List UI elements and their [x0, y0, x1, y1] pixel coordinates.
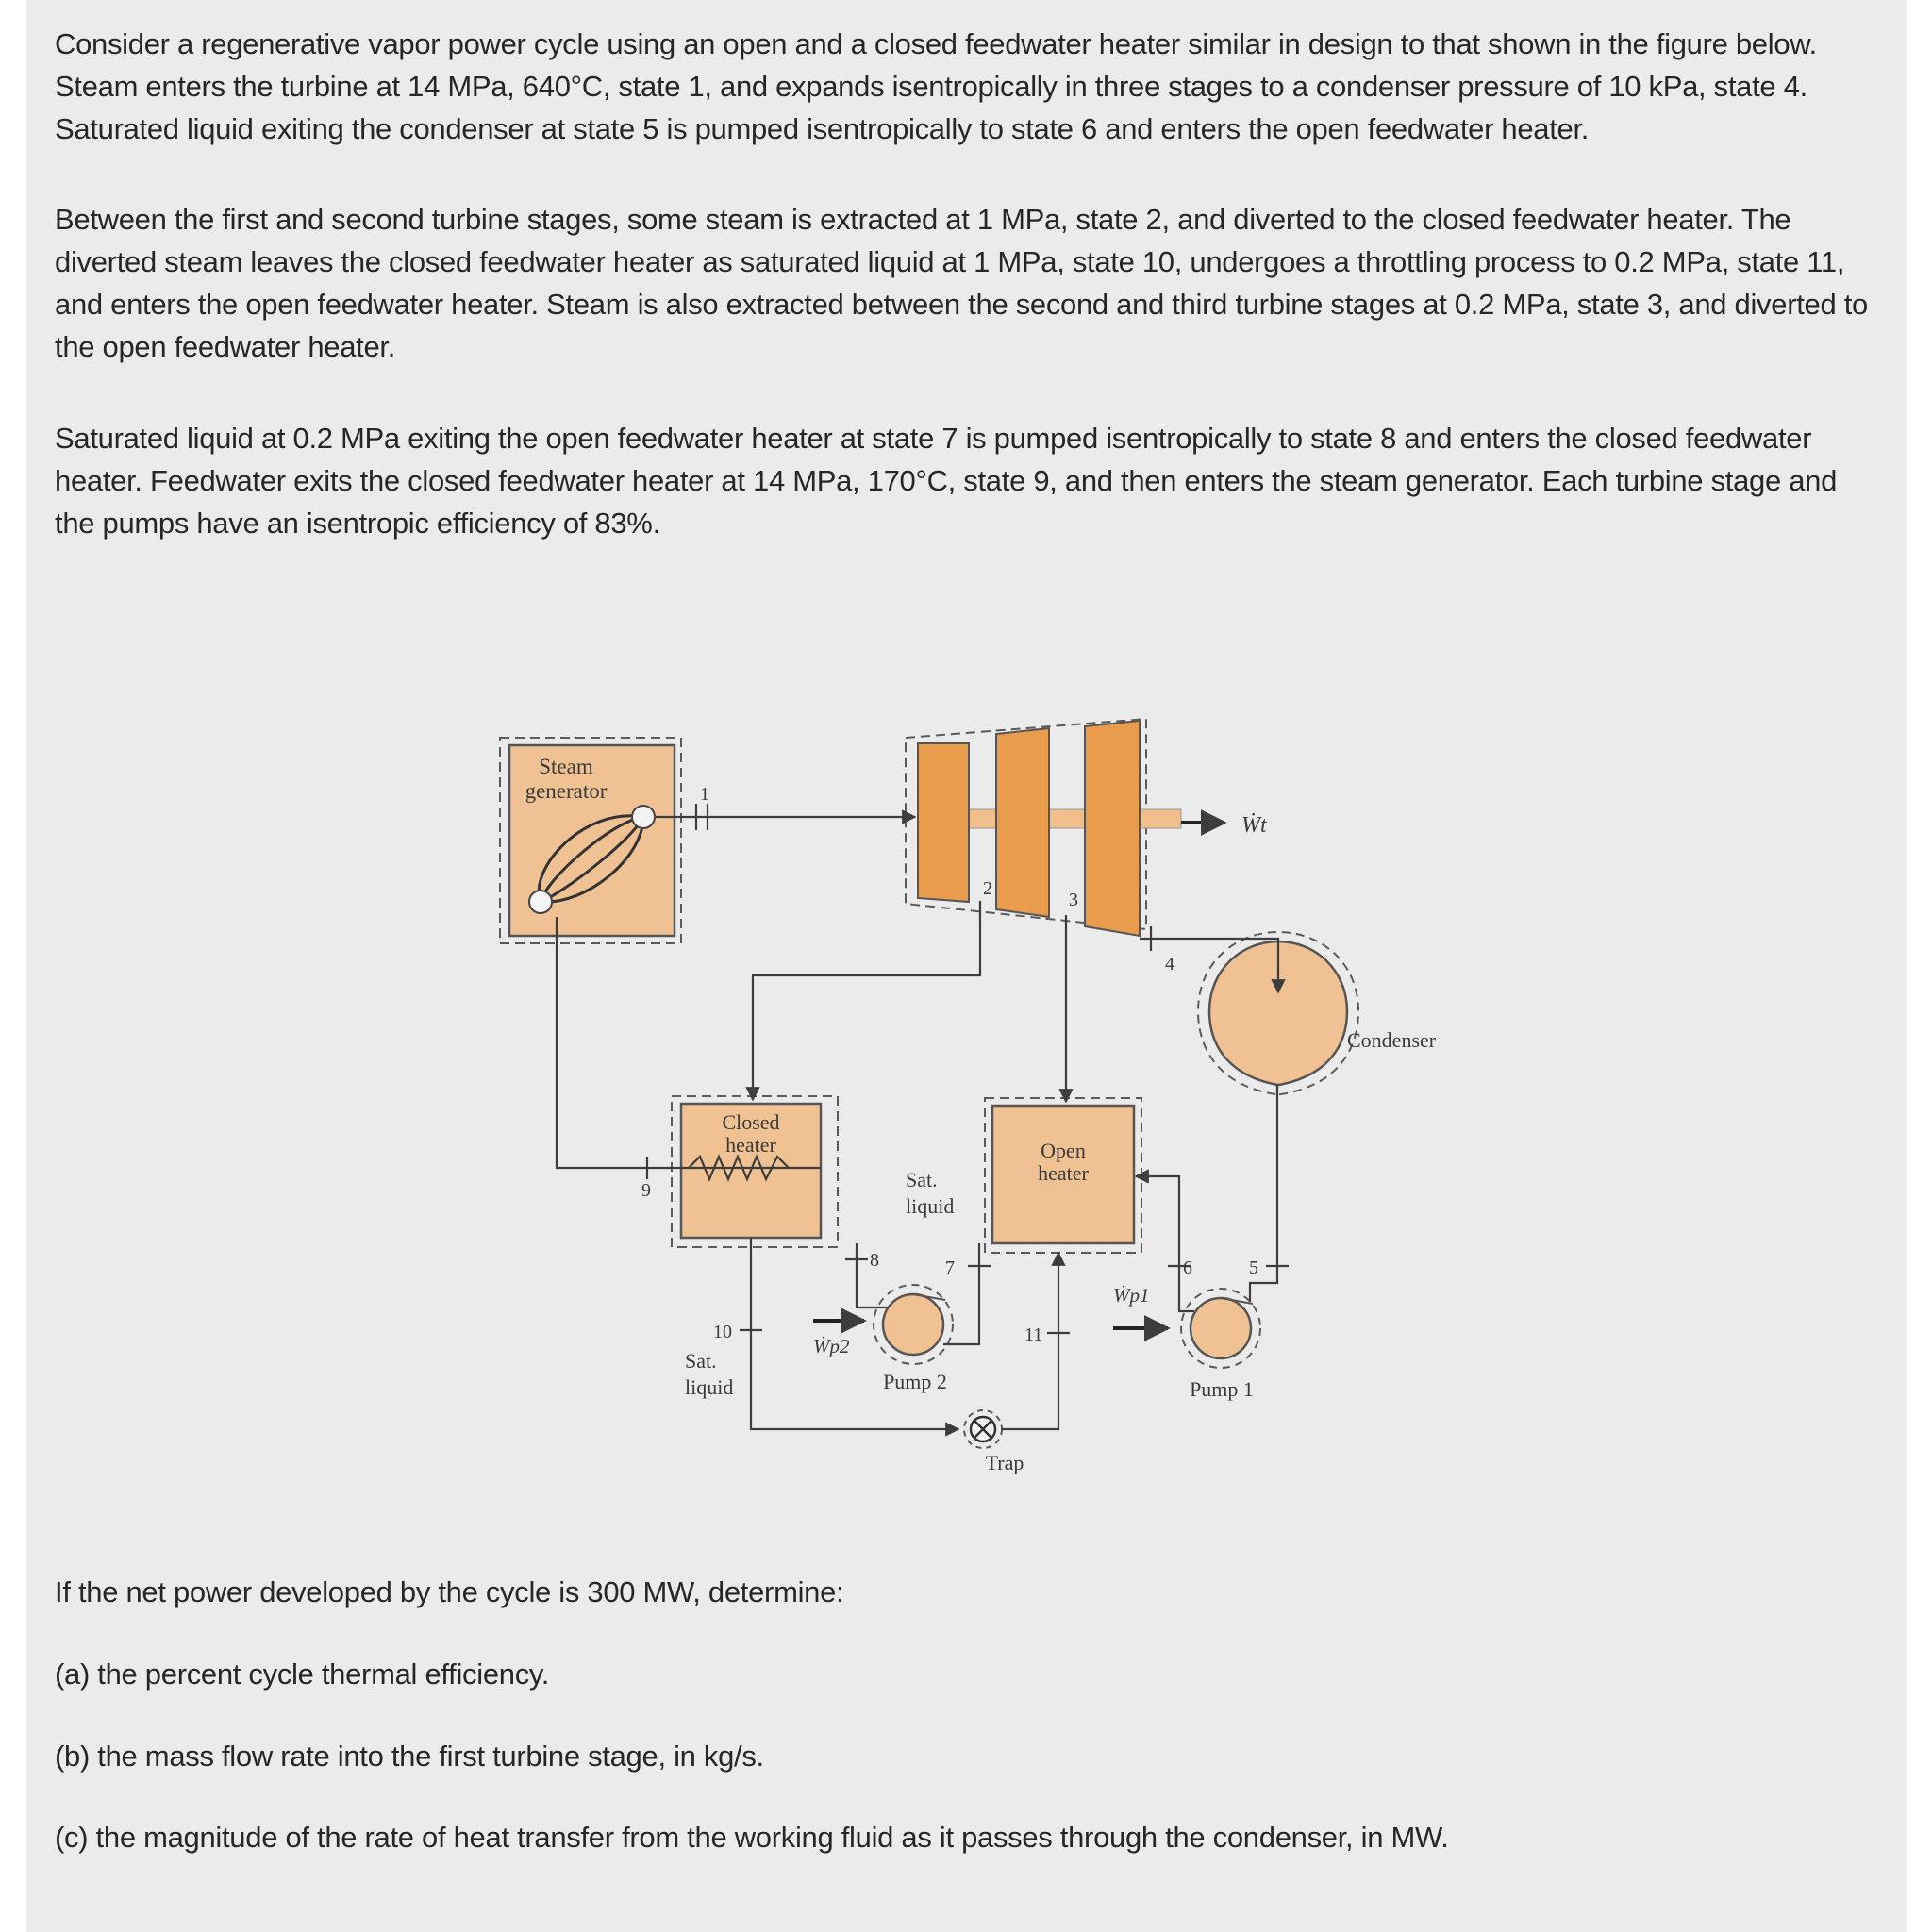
sat-liquid-label-a-2: liquid — [906, 1194, 955, 1218]
state-1-label: 1 — [700, 784, 709, 805]
open-heater-label-1: Open — [1041, 1139, 1086, 1162]
state-3-label: 3 — [1069, 890, 1078, 910]
pump-1-label: Pump 1 — [1190, 1377, 1254, 1401]
sat-liquid-label-b-1: Sat. — [685, 1349, 717, 1373]
pump-1 — [1181, 1289, 1260, 1401]
pump-2-label: Pump 2 — [883, 1370, 947, 1393]
question-b: (b) the mass flow rate into the first turbine stage, in kg/s. — [55, 1740, 764, 1773]
closed-heater — [672, 1096, 838, 1247]
question-c: (c) the magnitude of the rate of heat transfer from the working fluid as it passes through the condenser, in MW. — [55, 1821, 1449, 1854]
turbine-stage-3 — [1085, 721, 1140, 936]
state-7-label: 7 — [945, 1257, 955, 1278]
pump-2-work-label: Ẇp2 — [813, 1335, 850, 1357]
steam-generator-label-1: Steam — [539, 755, 593, 778]
state-2-label: 2 — [983, 878, 992, 899]
pump-1-work-label: Ẇp1 — [1113, 1284, 1150, 1307]
sat-liquid-label-b-2: liquid — [685, 1375, 734, 1399]
problem-paragraph-1: Consider a regenerative vapor power cycle using an open and a closed feedwater heater similar in design to that shown in the figure below. Steam enters the turbine at 14 MPa, 640°C, state 1, and expands isentropically in three stages to a condenser pressure of 10 kPa, state 4. Saturated liquid exiting the condenser at state 5 is pumped isentropically to state 6 and enters the open feedwater heater. — [55, 27, 1817, 145]
steam-generator — [500, 738, 681, 943]
open-heater-label-2: heater — [1038, 1161, 1089, 1185]
condenser — [1198, 932, 1437, 1094]
pipe-state-2 — [753, 901, 980, 1100]
regenerative-cycle-diagram — [462, 679, 1462, 1491]
sat-liquid-label-a-1: Sat. — [906, 1168, 938, 1191]
closed-heater-label-2: heater — [725, 1133, 776, 1157]
problem-paragraph-3: Saturated liquid at 0.2 MPa exiting the open feedwater heater at state 7 is pumped isentropically to state 8 and enters the closed feedwater heater. Feedwater exits the closed feedwater heater at 14 MPa, 170°C, state 9, and then enters the steam generator. Each turbine stage and the pumps have an isentropic efficiency of 83%. — [55, 422, 1838, 540]
state-4-label: 4 — [1165, 954, 1174, 974]
turbine — [906, 719, 1181, 936]
state-6-label: 6 — [1183, 1257, 1192, 1278]
problem-paragraph-2: Between the first and second turbine stages, some steam is extracted at 1 MPa, state 2, and diverted to the closed feedwater heater. The diverted steam leaves the closed feedwater heater as saturated liquid at 1 MPa, state 10, undergoes a throttling process to 0.2 MPa, state 11, and enters the open feedwater heater. Steam is also extracted between the second and third turbine stages at 0.2 MPa, state 3, and diverted to the open feedwater heater. — [55, 203, 1868, 363]
state-11-label: 11 — [1024, 1324, 1043, 1345]
state-5-label: 5 — [1249, 1257, 1258, 1278]
question-intro: If the net power developed by the cycle is 300 MW, determine: — [55, 1575, 844, 1608]
closed-heater-label-1: Closed — [722, 1110, 780, 1134]
steam-generator-label-2: generator — [525, 779, 608, 803]
trap-label: Trap — [985, 1451, 1024, 1474]
pump-2 — [874, 1285, 953, 1393]
turbine-work-label: Ẇt — [1241, 813, 1267, 838]
turbine-shaft — [962, 809, 1181, 828]
question-a: (a) the percent cycle thermal efficiency. — [55, 1657, 550, 1690]
state-9-label: 9 — [641, 1180, 651, 1201]
state-8-label: 8 — [870, 1250, 879, 1271]
trap — [964, 1410, 1024, 1474]
turbine-stage-2 — [996, 728, 1049, 917]
open-heater — [985, 1098, 1141, 1253]
turbine-stage-1 — [918, 743, 969, 902]
state-10-label: 10 — [713, 1322, 732, 1342]
condenser-label: Condenser — [1347, 1028, 1437, 1052]
